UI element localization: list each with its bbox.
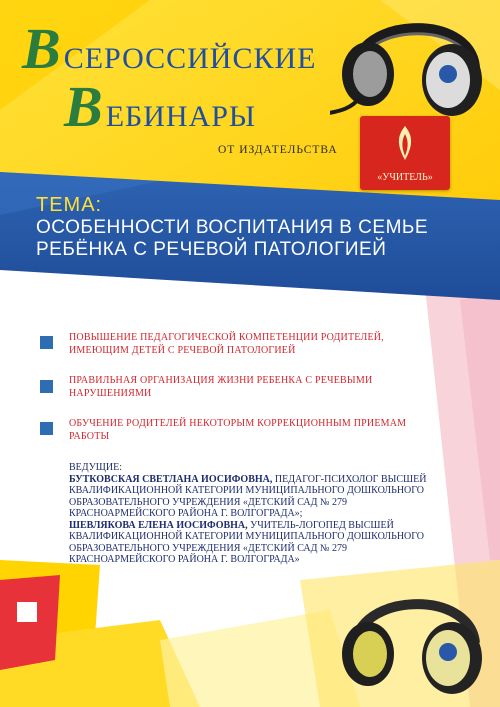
bullet-square-icon <box>40 336 53 349</box>
publisher-logo <box>360 116 450 190</box>
title-line-1 <box>22 16 317 81</box>
topic-item-1: ПОВЫШЕНИЕ ПЕДАГОГИЧЕСКОЙ КОМПЕТЕНЦИИ РОДИТЕЛЕЙ, ИМЕЮЩИМ ДЕТЕЙ С РЕЧЕВОЙ ПАТОЛОГИЕЙ <box>69 332 384 356</box>
bottom-red-shape <box>0 575 60 670</box>
host-2-name: ШЕВЛЯКОВА ЕЛЕНА ИОСИФОВНА, <box>69 519 248 531</box>
headphones-bottom-icon <box>330 576 495 701</box>
title-line-1-initial: В <box>22 16 62 81</box>
theme-label: ТЕМА: <box>36 194 103 216</box>
bullet-square-icon <box>40 422 53 435</box>
logo-text: «УЧИТЕЛЬ» <box>377 172 433 183</box>
title-line-2 <box>64 74 257 139</box>
white-square-decor <box>17 602 37 622</box>
hosts-label: ВЕДУЩИЕ: <box>69 462 122 473</box>
theme-title: ОСОБЕННОСТИ ВОСПИТАНИЯ В СЕМЬЕ РЕБЁНКА С РЕЧЕВОЙ ПАТОЛОГИЕЙ <box>36 217 429 260</box>
host-2-description: УЧИТЕЛЬ-ЛОГОПЕД ВЫСШЕЙ КВАЛИФИКАЦИОННОЙ КАТЕГОРИИ МУНИЦИПАЛЬНОГО ДОШКОЛЬНОГО ОБРАЗОВАТЕЛЬНОГО УЧРЕЖДЕНИЯ «ДЕТСКИЙ САД № 279 КРАСНОАРМЕЙСКОГО РАЙОНА Г. ВОЛГОГРАДА» <box>69 519 425 565</box>
publisher-label: ОТ ИЗДАТЕЛЬСТВА <box>218 144 338 156</box>
host-1-description: ПЕДАГОГ-ПСИХОЛОГ ВЫСШЕЙ КВАЛИФИКАЦИОННОЙ КАТЕГОРИИ МУНИЦИПАЛЬНОГО ДОШКОЛЬНОГО ОБРАЗОВАТЕЛЬНОГО УЧРЕЖДЕНИЯ «ДЕТСКИЙ САД № 279 КРАСНОАРМЕЙСКОГО РАЙОНА Г. ВОЛГОГРАДА»; <box>69 473 427 519</box>
title-line-2-initial: В <box>64 74 104 139</box>
book-flame-icon <box>391 124 419 162</box>
hosts-block <box>69 462 449 566</box>
host-1 <box>69 474 449 520</box>
topic-item-3: ОБУЧЕНИЕ РОДИТЕЛЕЙ НЕКОТОРЫМ КОРРЕКЦИОННЫМ ПРИЕМАМ РАБОТЫ <box>69 418 407 442</box>
headphones-icon <box>330 2 495 120</box>
topic-item-2: ПРАВИЛЬНАЯ ОРГАНИЗАЦИЯ ЖИЗНИ РЕБЕНКА С РЕЧЕВЫМИ НАРУШЕНИЯМИ <box>69 375 373 399</box>
host-2 <box>69 520 449 566</box>
host-1-name: БУТКОВСКАЯ СВЕТЛАНА ИОСИФОВНА, <box>69 473 273 485</box>
title-line-2-rest: ЕБИНАРЫ <box>105 100 257 133</box>
bullet-square-icon <box>40 380 53 393</box>
title-line-1-rest: СЕРОССИЙСКИЕ <box>63 42 317 75</box>
